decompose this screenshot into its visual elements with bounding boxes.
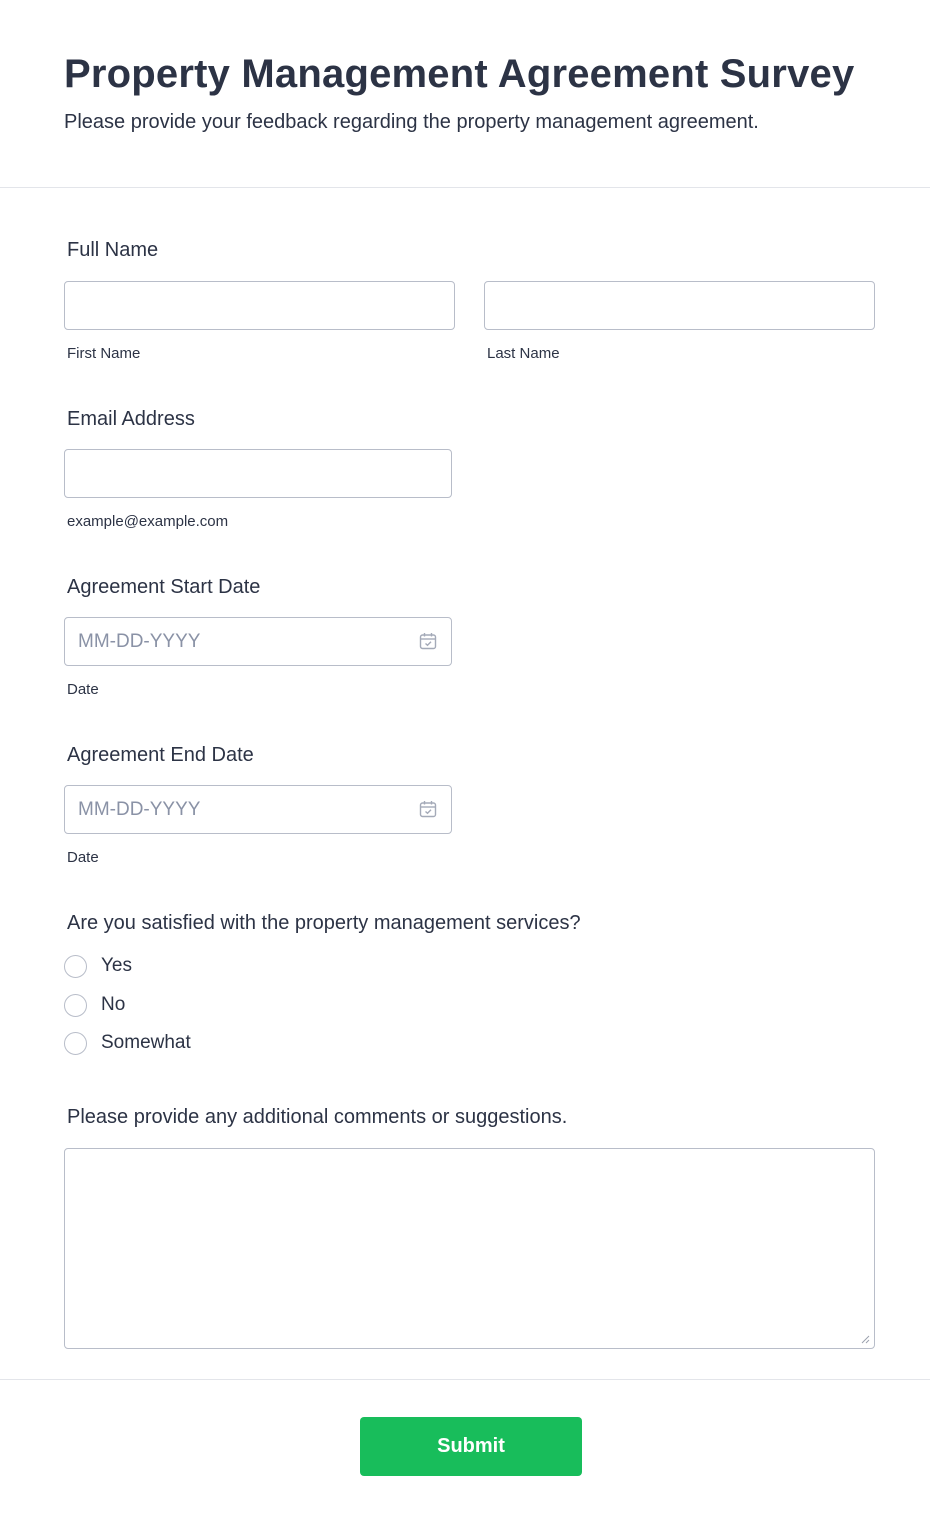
radio-label[interactable]: No bbox=[101, 994, 126, 1015]
start-date-label: Agreement Start Date bbox=[67, 576, 261, 598]
end-date-sublabel: Date bbox=[67, 849, 99, 866]
submit-button[interactable]: Submit bbox=[360, 1417, 582, 1476]
radio-button[interactable] bbox=[64, 994, 87, 1017]
start-date-placeholder: MM-DD-YYYY bbox=[78, 631, 201, 652]
calendar-icon[interactable] bbox=[419, 632, 437, 650]
end-date-input[interactable] bbox=[64, 785, 452, 834]
full-name-label: Full Name bbox=[67, 239, 159, 261]
last-name-input[interactable] bbox=[484, 281, 875, 330]
satisfaction-label: Are you satisfied with the property management services? bbox=[67, 912, 581, 934]
form-title: Property Management Agreement Survey bbox=[64, 52, 855, 96]
form-header bbox=[0, 0, 930, 188]
calendar-icon[interactable] bbox=[419, 800, 437, 818]
first-name-sublabel: First Name bbox=[67, 345, 141, 362]
first-name-input[interactable] bbox=[64, 281, 455, 330]
start-date-input[interactable] bbox=[64, 617, 452, 666]
radio-label[interactable]: Somewhat bbox=[101, 1032, 191, 1053]
end-date-label: Agreement End Date bbox=[67, 744, 254, 766]
email-label: Email Address bbox=[67, 408, 195, 430]
form-subtitle: Please provide your feedback regarding the property management agreement. bbox=[64, 111, 759, 133]
email-input[interactable] bbox=[64, 449, 452, 498]
resize-grip-icon[interactable] bbox=[860, 1334, 870, 1344]
comments-textarea[interactable] bbox=[64, 1148, 875, 1349]
email-sublabel: example@example.com bbox=[67, 513, 229, 530]
radio-button[interactable] bbox=[64, 955, 87, 978]
last-name-sublabel: Last Name bbox=[487, 345, 560, 362]
radio-button[interactable] bbox=[64, 1032, 87, 1055]
end-date-placeholder: MM-DD-YYYY bbox=[78, 799, 201, 820]
footer-divider bbox=[0, 1379, 930, 1380]
radio-label[interactable]: Yes bbox=[101, 955, 132, 976]
start-date-sublabel: Date bbox=[67, 681, 99, 698]
comments-label: Please provide any additional comments or suggestions. bbox=[67, 1106, 568, 1128]
